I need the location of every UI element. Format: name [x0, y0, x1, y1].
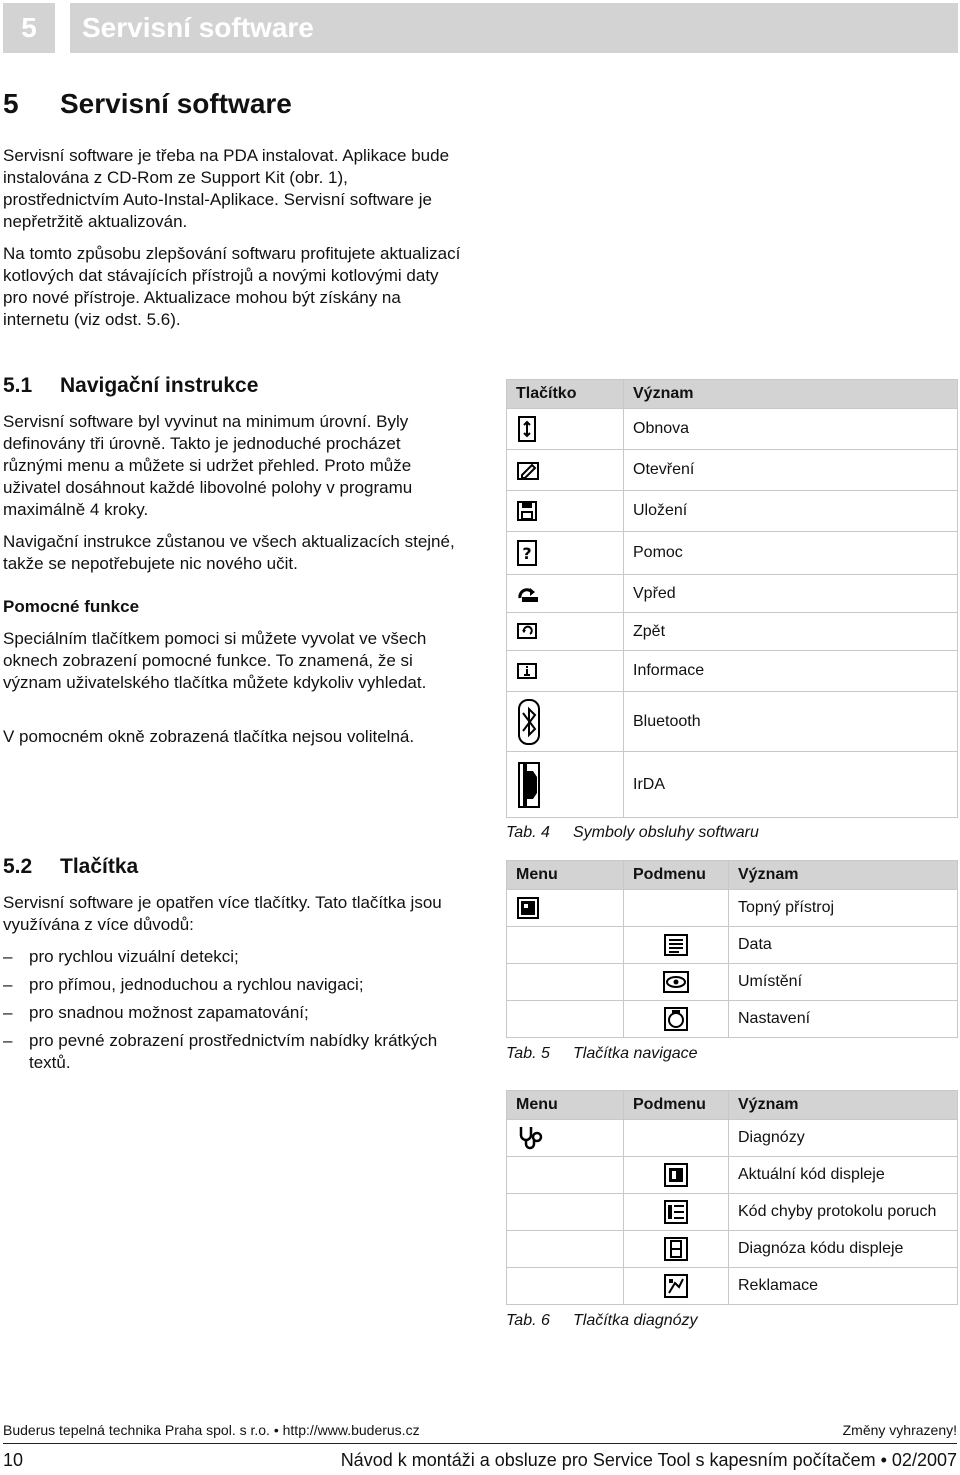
nav-paragraph-1: Servisní software byl vyvinut na minimum úrovní. Byly definovány tři úrovně. Takto je jednoduché procházet různými menu a můžete si udržet přehled. Proto může uživatel dosáhnout každé libovolné polohy v programu maximálně 4 kroky. [3, 412, 413, 519]
subsection-number: 5.1 [3, 374, 33, 397]
table-row [507, 692, 958, 752]
icon-cell [507, 692, 624, 752]
list-item: – pro pevné zobrazení prostřednictvím nabídky krátkých textů. [3, 1030, 463, 1074]
list-item: – pro přímou, jednoduchou a rychlou navigaci; [3, 974, 463, 996]
column-header: Význam [624, 380, 958, 409]
help-paragraph-1: Speciálním tlačítkem pomoci si můžete vyvolat ve všech oknech zobrazení pomocné funkce. To znamená, že si význam uživatelského tlačítka můžete kdykoliv vyhledat. [3, 629, 427, 692]
subsection-title: Navigační instrukce [60, 374, 259, 397]
table-row [507, 491, 958, 532]
nav-paragraph-2: Navigační instrukce zůstanou ve všech aktualizacích stejné, takže se nepotřebujete nic nového učit. [3, 532, 455, 573]
settings-icon [663, 1006, 689, 1032]
save-icon [516, 500, 538, 522]
table-row [507, 1194, 958, 1231]
table-row [507, 651, 958, 692]
menu-cell [507, 1231, 624, 1268]
reasons-list [3, 946, 463, 1080]
help-icon [516, 540, 538, 566]
list-item: – pro snadnou možnost zapamatování; [3, 1002, 463, 1024]
table-diagnosis-buttons [506, 1090, 958, 1305]
document-title: Návod k montáži a obsluze pro Service Tool s kapesním počítačem • 02/2007 [340, 1450, 957, 1470]
column-header: Podmenu [624, 861, 729, 890]
menu-cell [507, 1268, 624, 1305]
menu-cell [507, 1120, 624, 1157]
caption-text: Tlačítka diagnózy [573, 1312, 698, 1329]
caption-label: Tab. 4 [506, 824, 550, 841]
icon-cell [507, 613, 624, 651]
menu-cell [507, 1194, 624, 1231]
caption-label: Tab. 6 [506, 1312, 550, 1329]
help-functions-heading: Pomocné funkce [3, 597, 140, 616]
submenu-cell [624, 1231, 729, 1268]
table-caption [506, 824, 759, 842]
menu-cell [507, 927, 624, 964]
caption-text: Tlačítka navigace [573, 1045, 698, 1062]
table-row [507, 752, 958, 818]
table-row [507, 1001, 958, 1038]
meaning-cell: Vpřed [624, 575, 958, 613]
help-paragraph-2: V pomocném okně zobrazená tlačítka nejsou volitelná. [3, 727, 415, 746]
submenu-cell [624, 927, 729, 964]
submenu-cell [624, 890, 729, 927]
footer-bottom [3, 1450, 957, 1471]
submenu-cell [624, 1120, 729, 1157]
bluetooth-icon [516, 698, 542, 746]
icon-cell [507, 450, 624, 491]
meaning-cell: Diagnózy [729, 1120, 958, 1157]
display-code-icon [663, 1162, 689, 1188]
stethoscope-icon [516, 1125, 544, 1151]
column-header: Menu [507, 1091, 624, 1120]
intro-paragraph-1: Servisní software je třeba na PDA instalovat. Aplikace bude instalována z CD-Rom ze Support Kit (obr. 1), prostřednictvím Auto-Instal-Aplikace. Servisní software je nepřetržitě aktualizován. [3, 146, 450, 231]
table-caption [506, 1045, 698, 1063]
meaning-cell: Topný přístroj [729, 890, 958, 927]
irda-icon [516, 761, 542, 809]
boiler-icon [516, 896, 540, 920]
icon-cell [507, 575, 624, 613]
column-header: Význam [729, 1091, 958, 1120]
chapter-number-box: 5 [3, 3, 55, 53]
page-number: 10 [3, 1450, 24, 1470]
menu-cell [507, 964, 624, 1001]
icon-cell [507, 651, 624, 692]
icon-cell [507, 491, 624, 532]
footer-divider [3, 1443, 957, 1444]
meaning-cell: Diagnóza kódu displeje [729, 1231, 958, 1268]
table-row [507, 1120, 958, 1157]
meaning-cell: Kód chyby protokolu poruch [729, 1194, 958, 1231]
location-icon [662, 970, 690, 994]
meaning-cell: Umístění [729, 964, 958, 1001]
meaning-cell: Reklamace [729, 1268, 958, 1305]
meaning-cell: Otevření [624, 450, 958, 491]
table-row [507, 575, 958, 613]
complaint-icon [663, 1273, 689, 1299]
meaning-cell: Obnova [624, 409, 958, 450]
icon-cell [507, 532, 624, 575]
chapter-title-bar: Servisní software [70, 3, 958, 53]
forward-icon [516, 584, 540, 604]
refresh-icon [516, 416, 538, 442]
section-number: 5 [3, 88, 19, 119]
submenu-cell [624, 1001, 729, 1038]
meaning-cell: Uložení [624, 491, 958, 532]
meaning-cell: Pomoc [624, 532, 958, 575]
subsection-heading-5-1 [3, 374, 258, 398]
back-icon [516, 622, 538, 640]
footer-company: Buderus tepelná technika Praha spol. s r.o. • http://www.buderus.cz [3, 1422, 420, 1438]
table-row [507, 1157, 958, 1194]
caption-text: Symboly obsluhy softwaru [573, 824, 759, 841]
footer-top [3, 1422, 957, 1438]
meaning-cell: Bluetooth [624, 692, 958, 752]
submenu-cell [624, 1268, 729, 1305]
table-row [507, 450, 958, 491]
submenu-cell [624, 1157, 729, 1194]
intro-paragraph-2: Na tomto způsobu zlepšování softwaru profitujete aktualizací kotlových dat stávajících přístrojů a novými kotlovými daty pro nové přístroje. Aktualizace mohou být získány na internetu (viz odst. 5.6). [3, 244, 461, 329]
table-row [507, 1231, 958, 1268]
table-row [507, 964, 958, 1001]
subsection-heading-5-2 [3, 855, 138, 879]
column-header: Tlačítko [507, 380, 624, 409]
submenu-cell [624, 964, 729, 1001]
meaning-cell: IrDA [624, 752, 958, 818]
table-row [507, 1268, 958, 1305]
column-header: Menu [507, 861, 624, 890]
data-icon [663, 933, 689, 957]
icon-cell [507, 752, 624, 818]
column-header: Podmenu [624, 1091, 729, 1120]
table-row [507, 613, 958, 651]
table-navigation-buttons [506, 860, 958, 1038]
submenu-cell [624, 1194, 729, 1231]
caption-label: Tab. 5 [506, 1045, 550, 1062]
column-header: Význam [729, 861, 958, 890]
meaning-cell: Informace [624, 651, 958, 692]
icon-cell [507, 409, 624, 450]
section-title: Servisní software [60, 88, 292, 119]
table-row [507, 890, 958, 927]
meaning-cell: Nastavení [729, 1001, 958, 1038]
menu-cell [507, 890, 624, 927]
menu-cell [507, 1001, 624, 1038]
table-software-symbols [506, 379, 958, 818]
meaning-cell: Data [729, 927, 958, 964]
subsection-title: Tlačítka [60, 855, 139, 878]
table-row [507, 532, 958, 575]
meaning-cell: Zpět [624, 613, 958, 651]
open-icon [516, 459, 540, 481]
info-icon [516, 662, 538, 680]
display-diagnosis-icon [663, 1236, 689, 1262]
subsection-number: 5.2 [3, 855, 33, 878]
section-heading [3, 88, 292, 120]
table-caption [506, 1312, 698, 1330]
table-row [507, 409, 958, 450]
table-row [507, 927, 958, 964]
buttons-paragraph: Servisní software je opatřen více tlačítky. Tato tlačítka jsou využívána z více důvodů: [3, 893, 442, 934]
meaning-cell: Aktuální kód displeje [729, 1157, 958, 1194]
list-item: – pro rychlou vizuální detekci; [3, 946, 463, 968]
footer-notice: Změny vyhrazeny! [842, 1422, 957, 1438]
error-log-icon [663, 1199, 689, 1225]
svg-text:?: ? [522, 544, 532, 563]
menu-cell [507, 1157, 624, 1194]
